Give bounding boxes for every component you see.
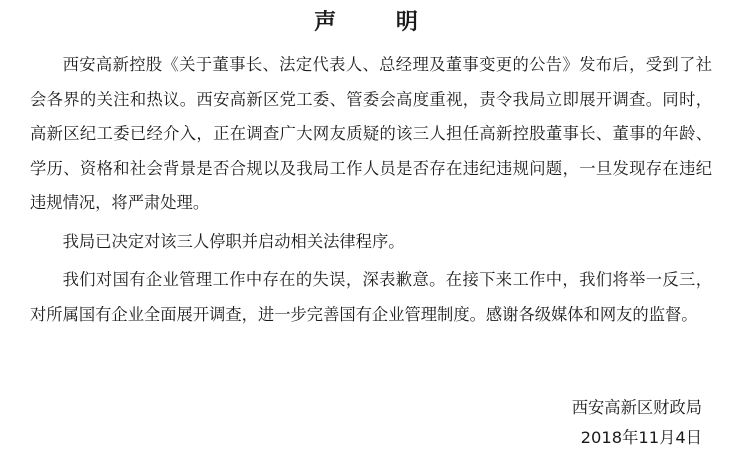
document-body: [30, 48, 712, 332]
paragraph-2: 我局已决定对该三人停职并启动相关法律程序。: [62, 231, 405, 251]
signature-organization: 西安高新区财政局: [571, 398, 702, 417]
paragraph-3: 我们对国有企业管理工作中存在的失误，深表歉意。在接下来工作中，我们将举一反三，对所属国有企业全面展开调查，进一步完善国有企业管理制度。感谢各级媒体和网友的监督。: [30, 270, 712, 324]
paragraph-1: 西安高新控股《关于董事长、法定代表人、总经理及董事变更的公告》发布后，受到了社会各界的关注和热议。西安高新区党工委、管委会高度重视，责令我局立即展开调查。同时，高新区纪工委已经介入，正在调查广大网友质疑的该三人担任高新控股董事长、董事的年龄、学历、资格和社会背景是否合规以及我局工作人员是否存在违纪违规问题，一旦发现存在违纪违规情况，将严肃处理。: [30, 55, 712, 212]
signature-date: 2018年11月4日: [580, 428, 702, 447]
document-title: 声 明: [314, 10, 444, 35]
